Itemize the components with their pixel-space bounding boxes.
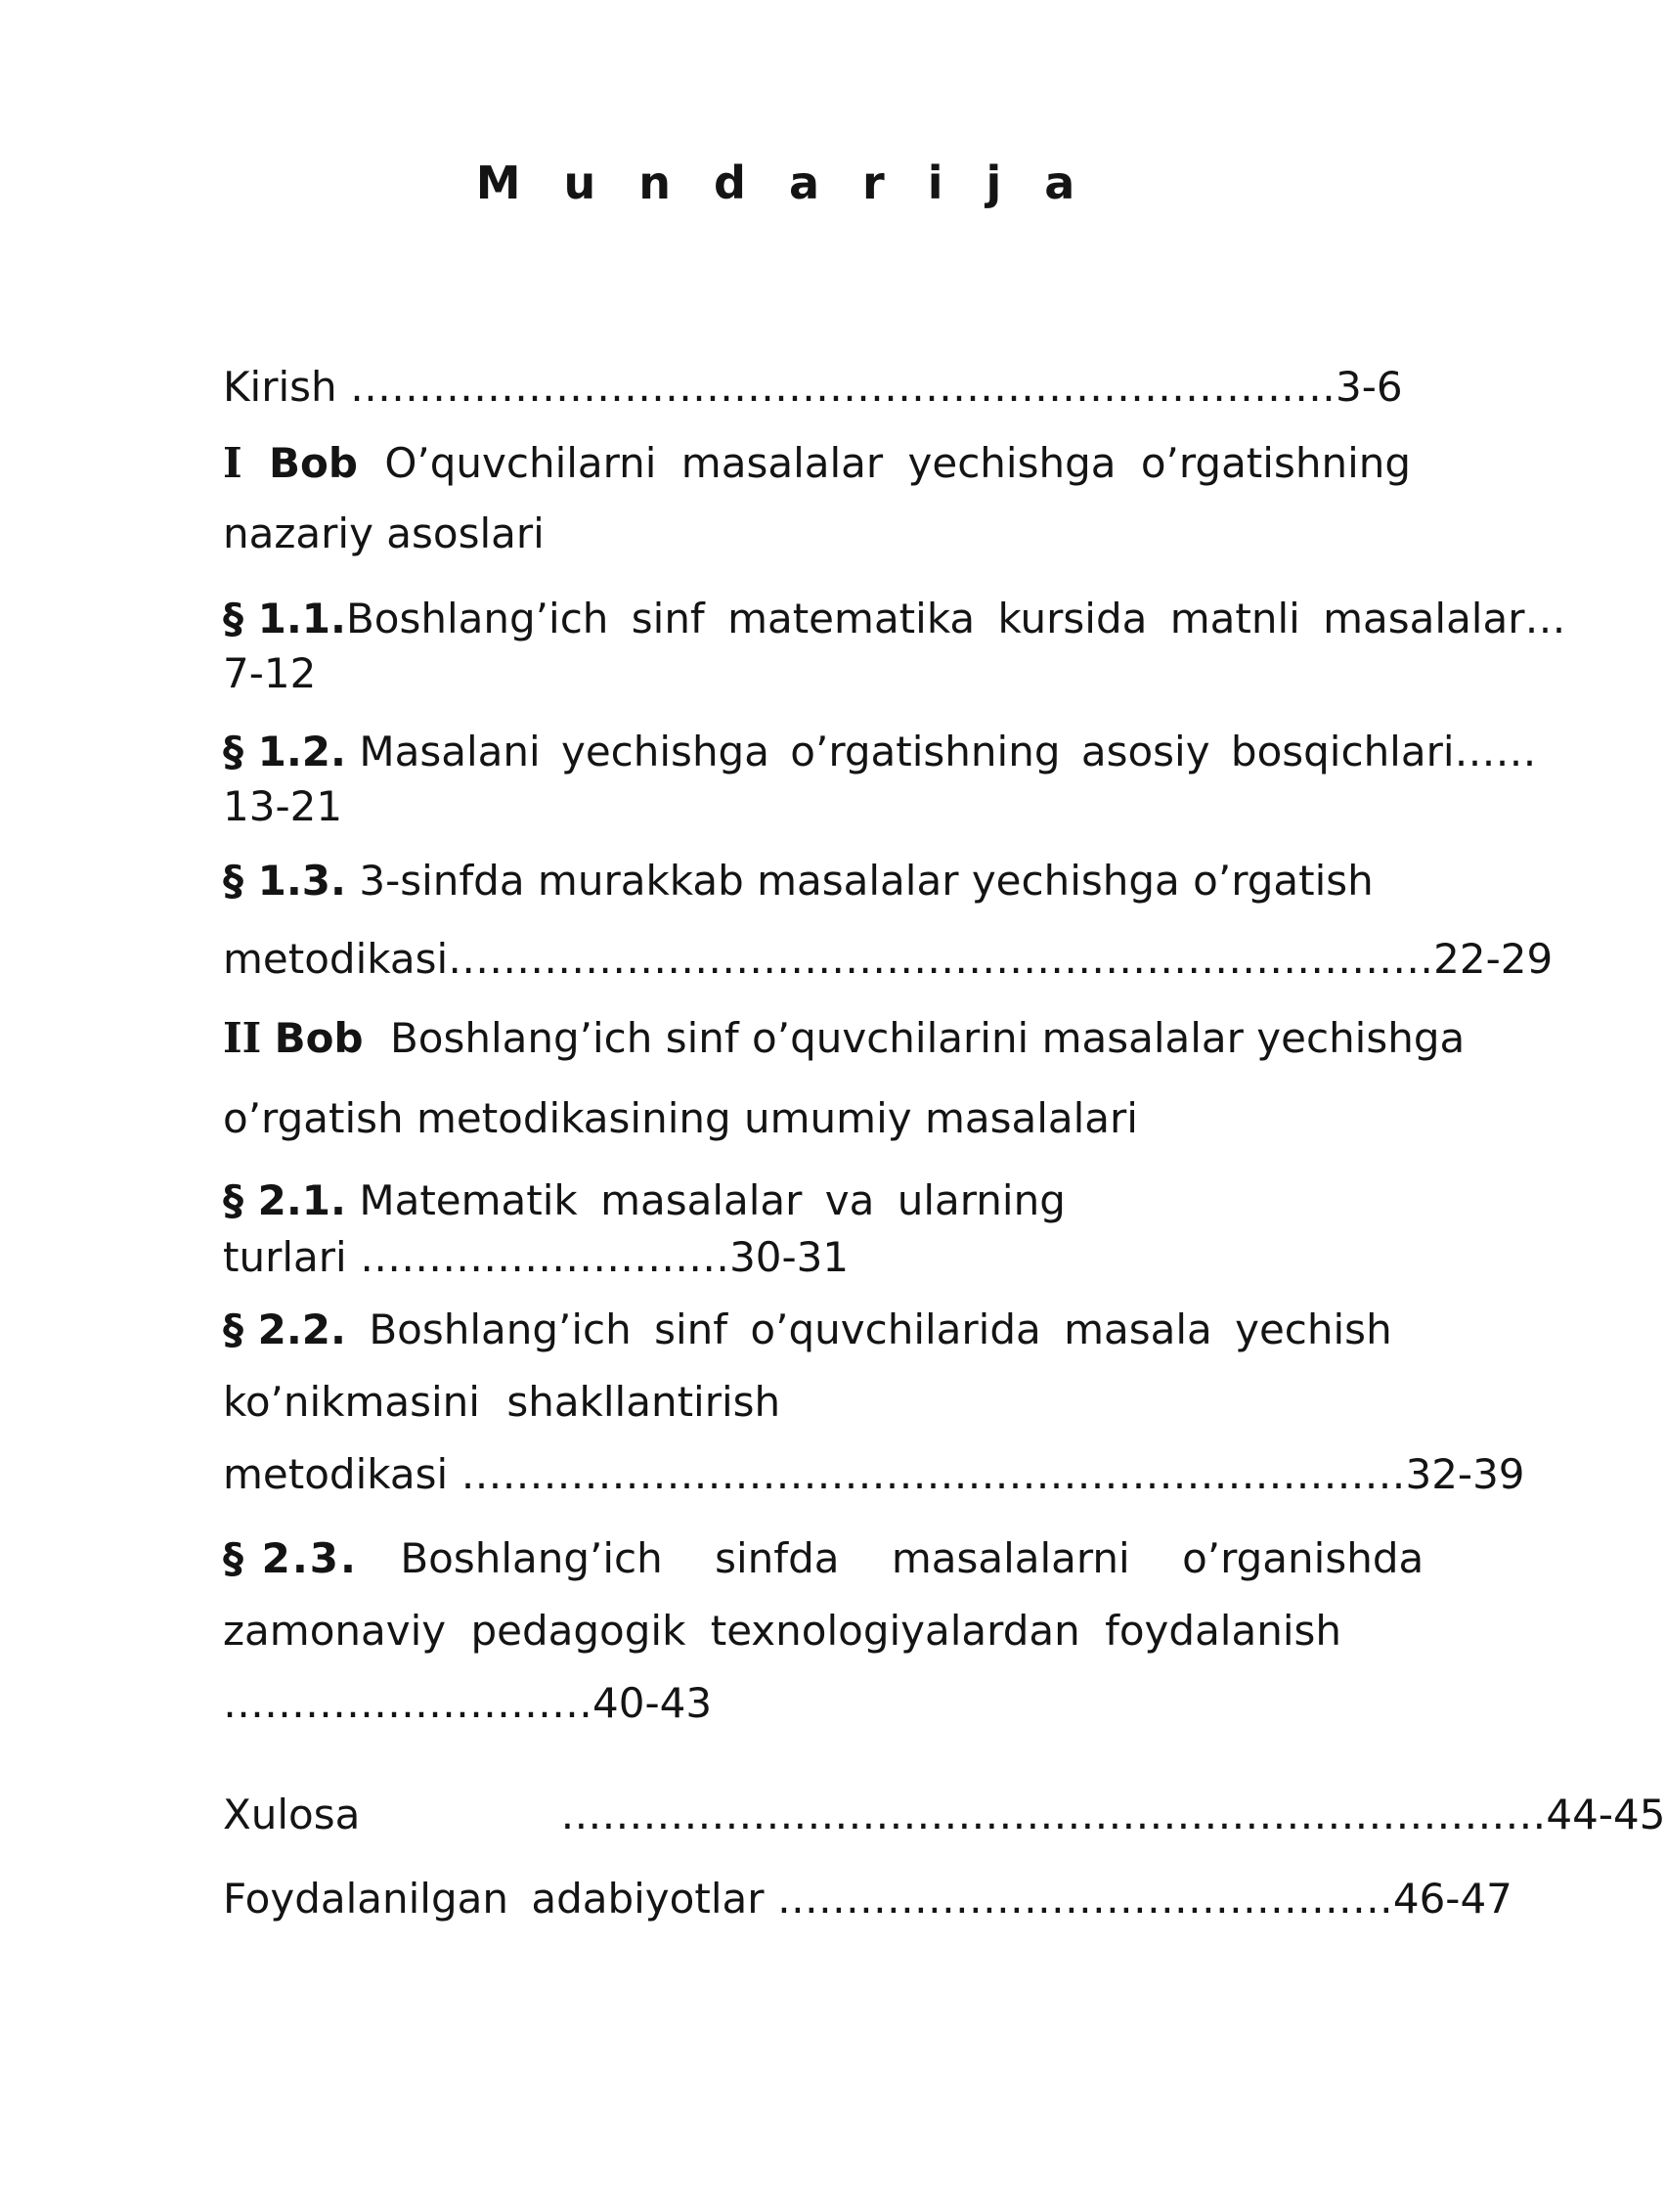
section-title: Matematik masalalar va ularning bbox=[359, 1176, 1066, 1224]
page-range: 32-39 bbox=[1405, 1450, 1525, 1498]
toc-section-1-2 bbox=[223, 725, 1537, 834]
chapter-line bbox=[223, 998, 1504, 1079]
entry-label: Kirish bbox=[223, 363, 337, 411]
page-range: 40-43 bbox=[592, 1679, 713, 1727]
section-title: Boshlang’ich sinfda masalalarni o’rganishda bbox=[400, 1534, 1424, 1582]
section-label: § 2.3. bbox=[223, 1534, 358, 1582]
table-of-contents bbox=[223, 357, 1665, 1941]
chapter-title-line-1: Boshlang’ich sinf o’quvchilarini masalalar yechishga bbox=[389, 1014, 1466, 1062]
section-title-cont: turlari bbox=[223, 1233, 347, 1281]
toc-entry-adabiyotlar bbox=[223, 1857, 1512, 1941]
dot-leader: ……………………… bbox=[223, 1679, 592, 1727]
chapter-word: Bob bbox=[269, 439, 358, 487]
section-line bbox=[223, 1523, 1504, 1595]
dot-leader: ……………………… bbox=[360, 1233, 730, 1281]
page-range: 44-45 bbox=[1546, 1791, 1665, 1838]
section-label: § 2.1. bbox=[223, 1176, 346, 1224]
toc-entry-xulosa bbox=[223, 1773, 1665, 1857]
section-label: § 1.2. bbox=[223, 728, 346, 775]
page-range: 13-21 bbox=[223, 782, 343, 830]
page-range: 7-12 bbox=[223, 649, 317, 697]
chapter-word: Bob bbox=[274, 1014, 364, 1062]
dot-leader: ……………………………………………………………… bbox=[448, 935, 1434, 983]
section-line-3 bbox=[223, 1438, 1525, 1511]
section-line bbox=[223, 842, 1504, 920]
toc-chapter-2 bbox=[223, 998, 1504, 1159]
toc-line bbox=[223, 1773, 1665, 1857]
section-title: Boshlang’ich sinf matematika kursida matnli masalalar… bbox=[345, 595, 1566, 642]
section-line bbox=[223, 592, 1566, 646]
page-range: 30-31 bbox=[729, 1233, 850, 1281]
dot-leader: ……………………………………………………………… bbox=[350, 363, 1336, 411]
chapter-title-line-2: nazariy asoslari bbox=[223, 509, 545, 557]
entry-label: Xulosa bbox=[223, 1791, 361, 1838]
section-label: § 1.3. bbox=[223, 857, 346, 905]
section-title-line-2: ko’nikmasini shakllantirish bbox=[223, 1378, 781, 1426]
section-line-2 bbox=[223, 1229, 1504, 1286]
page-range: 46-47 bbox=[1392, 1875, 1512, 1923]
entry-label: Foydalanilgan adabiyotlar bbox=[223, 1875, 765, 1923]
page-title: M u n d a r i j a bbox=[475, 156, 1089, 209]
toc-line bbox=[223, 1857, 1512, 1941]
toc-chapter-1 bbox=[223, 427, 1504, 568]
section-title-cont: metodikasi bbox=[223, 935, 449, 983]
page-range: 22-29 bbox=[1433, 935, 1554, 983]
toc-section-1-3 bbox=[223, 842, 1554, 998]
section-title-line-2: zamonaviy pedagogik texnologiyalardan foydalanish bbox=[223, 1607, 1341, 1655]
section-line bbox=[223, 1294, 1504, 1366]
section-line bbox=[223, 725, 1537, 779]
chapter-numeral: I bbox=[223, 439, 242, 487]
section-label: § 2.2. bbox=[223, 1305, 346, 1353]
toc-entry-kirish bbox=[223, 357, 1504, 418]
section-label: § 1.1. bbox=[223, 595, 346, 642]
section-line-2 bbox=[223, 920, 1554, 998]
section-line-3 bbox=[223, 1667, 1504, 1740]
section-line bbox=[223, 1172, 1504, 1229]
section-title: Masalani yechishga o’rgatishning asosiy bosqichlari…… bbox=[359, 728, 1537, 775]
page-range: 3-6 bbox=[1336, 363, 1403, 411]
dot-leader: …………………………………………………………… bbox=[460, 1450, 1406, 1498]
dot-leader: ……………………………………………………………… bbox=[560, 1791, 1547, 1838]
chapter-line bbox=[223, 427, 1504, 500]
toc-section-2-3 bbox=[223, 1523, 1504, 1740]
chapter-title-line-2: o’rgatish metodikasining umumiy masalalari bbox=[223, 1094, 1138, 1142]
toc-section-2-1 bbox=[223, 1172, 1504, 1286]
chapter-numeral: II bbox=[223, 1014, 262, 1062]
section-title: Boshlang’ich sinf o’quvchilarida masala yechish bbox=[369, 1305, 1392, 1353]
toc-section-2-2 bbox=[223, 1294, 1525, 1511]
toc-line bbox=[223, 357, 1504, 418]
section-title: 3-sinfda murakkab masalalar yechishga o’rgatish bbox=[359, 857, 1374, 905]
section-title-cont: metodikasi bbox=[223, 1450, 449, 1498]
chapter-title-line-1: O’quvchilarni masalalar yechishga o’rgatishning bbox=[384, 439, 1412, 487]
toc-section-1-1 bbox=[223, 592, 1566, 701]
dot-leader: ……………………………………… bbox=[776, 1875, 1393, 1923]
